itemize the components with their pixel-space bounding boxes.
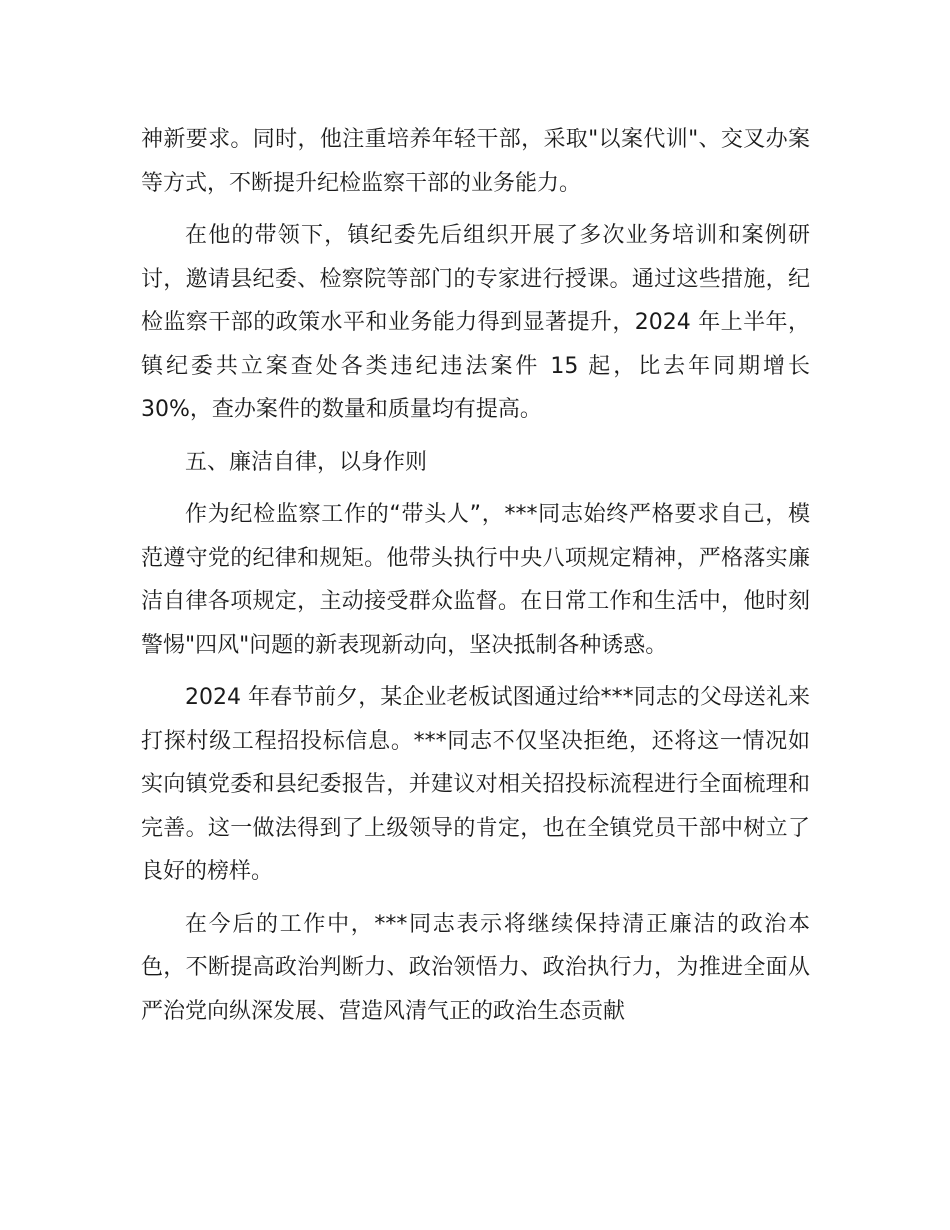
document-body <box>141 118 810 1042</box>
paragraph-self-discipline: 作为纪检监察工作的“带头人”，***同志始终严格要求自己，模范遵守党的纪律和规矩。他带头执行中央八项规定精神，严格落实廉洁自律各项规定，主动接受群众监督。在日常工作和生活中，他时刻警惕"四风"问题的新表现新动向，坚决抵制各种诱惑。 <box>141 502 810 658</box>
paragraph-future-work: 在今后的工作中，***同志表示将继续保持清正廉洁的政治本色，不断提高政治判断力、政治领悟力、政治执行力，为推进全面从严治党向纵深发展、营造风清气正的政治生态贡献 <box>141 911 810 1024</box>
paragraph-spring-festival: 2024 年春节前夕，某企业老板试图通过给***同志的父母送礼来打探村级工程招投标信息。***同志不仅坚决拒绝，还将这一情况如实向镇党委和县纪委报告，并建议对相关招投标流程进行全面梳理和完善。这一做法得到了上级领导的肯定，也在全镇党员干部中树立了良好的榜样。 <box>141 685 810 884</box>
paragraph-training: 在他的带领下，镇纪委先后组织开展了多次业务培训和案例研讨，邀请县纪委、检察院等部门的专家进行授课。通过这些措施，纪检监察干部的政策水平和业务能力得到显著提升，2024 年上半年，镇纪委共立案查处各类违纪违法案件 15 起，比去年同期增长 30%，查办案件的数量和质量均有提高。 <box>141 223 810 422</box>
section-heading: 五、廉洁自律，以身作则 <box>185 449 428 475</box>
paragraph-continued: 神新要求。同时，他注重培养年轻干部，采取"以案代训"、交叉办案等方式，不断提升纪检监察干部的业务能力。 <box>141 127 810 196</box>
